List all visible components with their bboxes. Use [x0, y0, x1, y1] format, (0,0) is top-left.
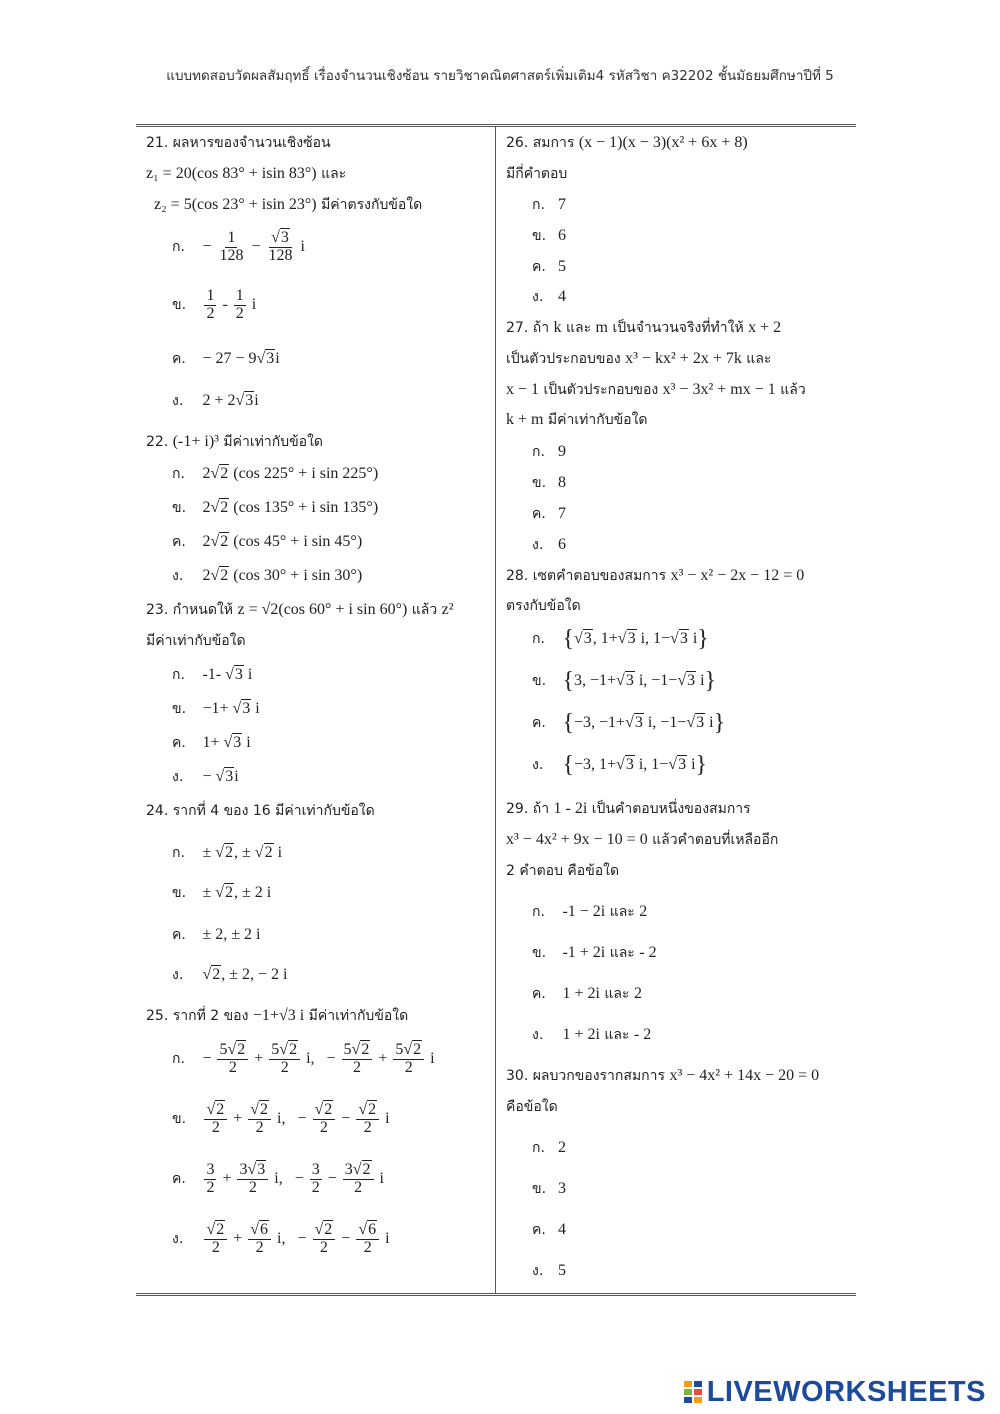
option-letter: ง.	[532, 1027, 544, 1043]
q28-option-b[interactable]: ข. {3, −1+√3 i, −1−√3 i}	[532, 668, 717, 694]
q26-prompt: 26. สมการ	[506, 135, 575, 151]
logo-text: LIVEWORKSHEETS	[706, 1375, 986, 1408]
q27-option-b[interactable]	[532, 472, 566, 494]
option-value: 5	[558, 1262, 566, 1279]
option-letter: ง.	[532, 289, 544, 305]
option-value: 4	[558, 288, 566, 305]
q23-option-d[interactable]: ง. − √3i	[172, 766, 239, 788]
q21-option-c[interactable]: ค. − 27 − 9√3i	[172, 348, 280, 370]
q24-option-a[interactable]: ก. ± √2, ± √2 i	[172, 842, 282, 864]
q21-option-a[interactable]: ก. − $\frac{1}{128}$ − $\frac{√3}{128}$ i	[172, 229, 305, 264]
q26-option-d[interactable]	[532, 286, 566, 308]
q30-prompt-b: คือข้อใด	[506, 1099, 558, 1115]
column-divider	[495, 126, 496, 1294]
option-letter: ค.	[532, 715, 546, 732]
option-letter: ก.	[172, 667, 185, 683]
option-letter: ง.	[532, 1263, 544, 1279]
q25-option-b[interactable]: ข. $\frac{√2}{2}$ + $\frac{√2}{2}$ i, − $\frac{√2}{2}$ − $\frac{√2}{2}$ i	[172, 1101, 390, 1136]
option-letter: ก.	[172, 1050, 185, 1067]
q21-z1-line	[146, 163, 346, 185]
logo-blocks-icon	[683, 1380, 703, 1404]
q26-prompt-b: มีกี่คำตอบ	[506, 166, 568, 182]
q29-prompt-d: 2 คำตอบ คือข้อใด	[506, 863, 620, 879]
q21-option-b[interactable]: ข. $\frac{1}{2}$ - $\frac{1}{2}$ i	[172, 287, 257, 322]
q23-option-a[interactable]: ก. -1- √3 i	[172, 664, 252, 686]
q21-z2-line	[154, 194, 422, 216]
option-value: 2	[558, 1139, 566, 1156]
option-letter: ค.	[172, 534, 186, 550]
option-letter: ก.	[172, 845, 185, 861]
option-letter: ข.	[532, 228, 547, 244]
q27-option-c[interactable]	[532, 503, 566, 525]
q27-line4: k + m มีค่าเท่ากับข้อใด	[506, 411, 648, 428]
q28-option-d[interactable]: ง. {−3, 1+√3 i, 1−√3 i}	[532, 752, 708, 778]
option-letter: ข.	[172, 701, 187, 717]
option-letter: ง.	[172, 393, 184, 409]
q29-line1: 29. ถ้า 1 - 2i เป็นคำตอบหนึ่งของสมการ	[506, 800, 751, 817]
option-letter: ค.	[532, 986, 546, 1002]
q25-prompt-a: 25. รากที่ 2 ของ	[146, 1008, 249, 1024]
q23-prompt-a: 23. กำหนดให้	[146, 602, 234, 618]
option-letter: ค.	[532, 1222, 546, 1238]
option-value: 9	[558, 443, 566, 460]
q30-option-c[interactable]	[532, 1219, 566, 1241]
option-letter: ค.	[172, 1170, 186, 1187]
option-letter: ค.	[532, 506, 546, 522]
option-value: 8	[558, 474, 566, 491]
q26-expr: (x − 1)(x − 3)(x² + 6x + 8)	[578, 134, 748, 151]
q30-option-d[interactable]	[532, 1260, 566, 1282]
q27-line3: x − 1 เป็นตัวประกอบของ x³ − 3x² + mx − 1 แล้ว	[506, 381, 806, 398]
option-value: 6	[558, 536, 566, 553]
q28-option-a[interactable]: ก. {√3, 1+√3 i, 1−√3 i}	[532, 626, 709, 652]
q28-option-c[interactable]: ค. {−3, −1+√3 i, −1−√3 i}	[532, 710, 726, 736]
q21-prompt: 21. ผลหารของจำนวนเชิงซ้อน	[146, 135, 331, 151]
q23-zsq: z²	[441, 601, 454, 618]
option-letter: ค.	[172, 927, 186, 943]
q25-expr: −1+√3 i	[252, 1007, 305, 1024]
option-letter: ข.	[172, 296, 187, 313]
q25-option-a[interactable]: ก. − $\frac{5√2}{2}$ + $\frac{5√2}{2}$ i, − $\frac{5√2}{2}$ + $\frac{5√2}{2}$ i	[172, 1041, 435, 1076]
option-letter: ก.	[532, 631, 545, 648]
q24-prompt: 24. รากที่ 4 ของ 16 มีค่าเท่ากับข้อใด	[146, 803, 375, 819]
q30-option-a[interactable]	[532, 1137, 566, 1159]
q30-prompt-line: 30. ผลบวกของรากสมการ x³ − 4x² + 14x − 20 = 0	[506, 1067, 820, 1084]
option-letter: ข.	[172, 500, 187, 516]
q23-prompt-b: แล้ว	[411, 602, 438, 618]
q30-option-b[interactable]	[532, 1178, 566, 1200]
option-letter: ก.	[532, 197, 545, 213]
option-value: 4	[558, 1221, 566, 1238]
option-letter: ง.	[172, 967, 184, 983]
q28-prompt-b: ตรงกับข้อใด	[506, 598, 581, 614]
q21-tail: มีค่าตรงกับข้อใด	[321, 197, 423, 213]
q26-option-a[interactable]	[532, 194, 566, 216]
q29-option-a[interactable]: ก. -1 − 2i และ 2	[532, 901, 647, 923]
worksheet-header: แบบทดสอบวัดผลสัมฤทธิ์ เรื่องจำนวนเชิงซ้อน รายวิชาคณิตศาสตร์เพิ่มเติม4 รหัสวิชา ค32202 ชั้นมัธยมศึกษาปีที่ 5	[166, 68, 834, 84]
option-letter: ง.	[172, 1230, 184, 1247]
option-letter: ค.	[532, 259, 546, 275]
option-letter: ก.	[172, 238, 185, 255]
q29-option-c[interactable]: ค. 1 + 2i และ 2	[532, 983, 642, 1005]
q25-prompt-line	[146, 1005, 408, 1027]
liveworksheets-logo[interactable]	[683, 1376, 986, 1408]
option-letter: ง.	[532, 537, 544, 553]
q22-option-a[interactable]: ก. 2√2 (cos 225° + i sin 225°)	[172, 463, 378, 485]
q22-prompt-line: 22. (-1+ i)³ มีค่าเท่ากับข้อใด	[146, 433, 324, 450]
option-letter: ก.	[532, 904, 545, 920]
q27-option-d[interactable]	[532, 534, 566, 556]
q29-option-d[interactable]: ง. 1 + 2i และ - 2	[532, 1024, 651, 1046]
q22-option-b[interactable]: ข. 2√2 (cos 135° + i sin 135°)	[172, 497, 378, 519]
option-letter: ก.	[532, 1140, 545, 1156]
q22-option-d[interactable]: ง. 2√2 (cos 30° + i sin 30°)	[172, 565, 362, 587]
q21-z1: z₁ = 20(cos 83° + isin 83°)	[146, 165, 317, 182]
option-letter: ข.	[532, 475, 547, 491]
q29-option-b[interactable]: ข. -1 + 2i และ - 2	[532, 942, 657, 964]
q26-option-c[interactable]	[532, 256, 566, 278]
option-letter: ก.	[172, 466, 185, 482]
q24-option-b[interactable]: ข. ± √2, ± 2 i	[172, 882, 271, 904]
q28-prompt-line: 28. เซตคำตอบของสมการ x³ − x² − 2x − 12 = 0	[506, 567, 805, 584]
q29-line2: x³ − 4x² + 9x − 10 = 0 แล้วคำตอบที่เหลืออีก	[506, 831, 779, 848]
option-letter: ข.	[172, 885, 187, 901]
q22-option-c[interactable]: ค. 2√2 (cos 45° + i sin 45°)	[172, 531, 362, 553]
top-double-rule	[136, 124, 856, 127]
option-letter: ข.	[532, 945, 547, 961]
q21-and: และ	[321, 166, 347, 182]
option-letter: ง.	[532, 757, 544, 774]
option-value: 6	[558, 227, 566, 244]
bottom-double-rule	[136, 1293, 856, 1296]
option-value: 7	[558, 196, 566, 213]
q25-prompt-b: มีค่าเท่ากับข้อใด	[308, 1008, 409, 1024]
option-value: 3	[558, 1180, 566, 1197]
q26-prompt-line	[506, 132, 748, 154]
q23-expr: z = √2(cos 60° + i sin 60°)	[237, 601, 408, 618]
option-value: 7	[558, 505, 566, 522]
q24-option-c[interactable]: ค. ± 2, ± 2 i	[172, 924, 260, 946]
q23-prompt-line	[146, 599, 454, 621]
q22-prompt: มีค่าเท่ากับข้อใด	[223, 434, 324, 450]
q21-z2: z₂ = 5(cos 23° + isin 23°)	[154, 196, 317, 213]
option-letter: ง.	[172, 568, 184, 584]
option-letter: ข.	[532, 1181, 547, 1197]
q22-expr: (-1+ i)³	[172, 433, 219, 450]
q25-option-c[interactable]: ค. $\frac{3}{2}$ + $\frac{3√3}{2}$ i, − $\frac{3}{2}$ − $\frac{3√2}{2}$ i	[172, 1161, 384, 1196]
option-value: 5	[558, 258, 566, 275]
q27-line1: 27. ถ้า k และ m เป็นจำนวนจริงที่ทำให้ x + 2	[506, 319, 782, 336]
option-letter: ข.	[172, 1110, 187, 1127]
option-letter: ก.	[532, 444, 545, 460]
q25-option-d[interactable]: ง. $\frac{√2}{2}$ + $\frac{√6}{2}$ i, − $\frac{√2}{2}$ − $\frac{√6}{2}$ i	[172, 1221, 390, 1256]
q27-option-a[interactable]	[532, 441, 566, 463]
q24-option-d[interactable]: ง. √2, ± 2, − 2 i	[172, 964, 287, 986]
q27-line2: เป็นตัวประกอบของ x³ − kx² + 2x + 7k และ	[506, 350, 772, 367]
option-letter: ค.	[172, 735, 186, 751]
option-letter: ง.	[172, 769, 184, 785]
q23-option-b[interactable]: ข. −1+ √3 i	[172, 698, 260, 720]
q23-prompt-c: มีค่าเท่ากับข้อใด	[146, 633, 246, 649]
q26-option-b[interactable]	[532, 225, 566, 247]
option-letter: ข.	[532, 673, 547, 690]
option-letter: ค.	[172, 351, 186, 367]
q21-option-d[interactable]: ง. 2 + 2√3i	[172, 390, 259, 412]
q23-option-c[interactable]: ค. 1+ √3 i	[172, 732, 251, 754]
